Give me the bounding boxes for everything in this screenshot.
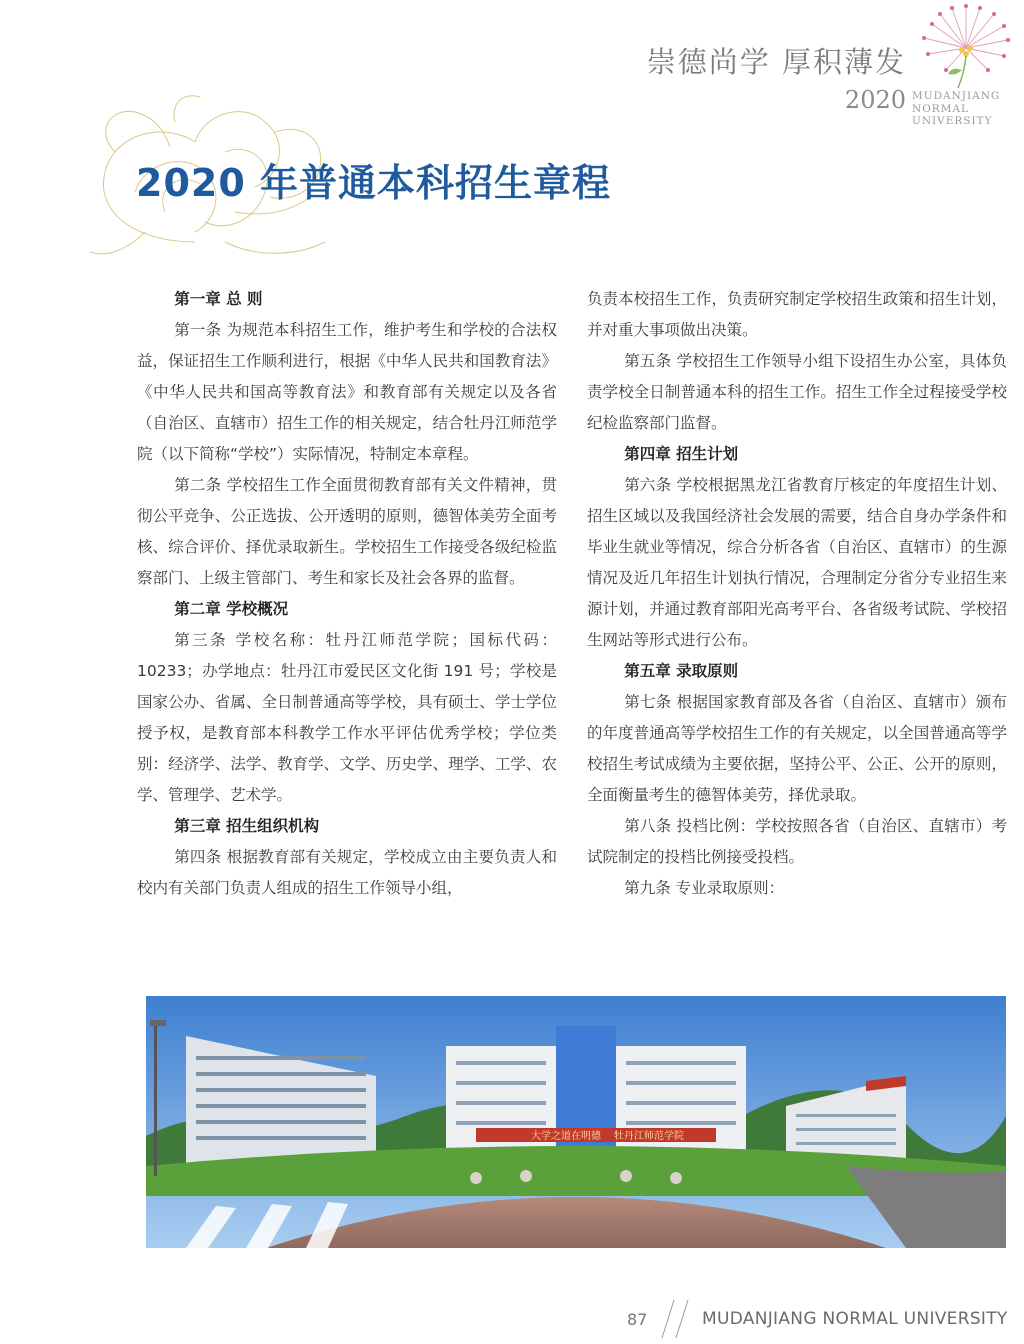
article-paragraph: 第五条 学校招生工作领导小组下设招生办公室，具体负责学校全日制普通本科的招生工作。招生工作全过程接受学校纪检监察部门监督。 (587, 352, 1007, 432)
uni-en-line: UNIVERSITY (912, 115, 993, 127)
article-paragraph: 第二条 学校招生工作全面贯彻教育部有关文件精神，贯彻公平竞争、公正选拔、公开透明的原则，德智体美劳全面考核、综合评价、择优录取新生。学校招生工作接受各级纪检监察部门、上级主管部门、考生和家长及社会各界的监督。 (137, 476, 557, 587)
school-motto: 崇德尚学 厚积薄发 (646, 45, 906, 79)
footer-slash-divider (660, 1298, 694, 1340)
left-text-column (137, 284, 557, 904)
article-paragraph: 第七条 根据国家教育部及各省（自治区、直辖市）颁布的年度普通高等学校招生工作的有关规定，以全国普通高等学校招生考试成绩为主要依据，坚持公平、公正、公开的原则，全面衡量考生的德智体美劳，择优录取。 (587, 693, 1007, 804)
article-paragraph: 第六条 学校根据黑龙江省教育厅核定的年度招生计划、招生区域以及我国经济社会发展的需要，结合自身办学条件和毕业生就业等情况，综合分析各省（自治区、直辖市）的生源情况及近几年招生计划执行情况，合理制定分省分专业招生来源计划，并通过教育部阳光高考平台、各省级考试院、学校招生网站等形式进行公布。 (587, 476, 1007, 649)
right-text-column (587, 284, 1007, 904)
article-paragraph: 第四条 根据教育部有关规定，学校成立由主要负责人和校内有关部门负责人组成的招生工作领导小组， (137, 848, 557, 897)
footer-university-name: MUDANJIANG NORMAL UNIVERSITY (702, 1309, 1008, 1329)
university-english-name (912, 90, 1000, 128)
article-paragraph: 第九条 专业录取原则： (624, 879, 785, 897)
campus-photo-illustration (146, 996, 1006, 1248)
article-paragraph: 第八条 投档比例：学校按照各省（自治区、直辖市）考试院制定的投档比例接受投档。 (587, 817, 1007, 866)
uni-en-line: NORMAL (912, 102, 970, 115)
uni-en-line: MUDANJIANG (912, 90, 1001, 102)
article-paragraph-continued: 负责本校招生工作，负责研究制定学校招生政策和招生计划，并对重大事项做出决策。 (587, 290, 1007, 339)
chapter-heading: 第一章 总 则 (174, 290, 263, 308)
header-year: 2020 (844, 86, 906, 114)
page-title: 2020 年普通本科招生章程 (136, 161, 611, 205)
photo-banner: 大学之道在明德 (531, 1131, 601, 1142)
chapter-heading: 第五章 录取原则 (624, 662, 739, 680)
flower-logo-icon (918, 4, 1014, 90)
chapter-heading: 第二章 学校概况 (174, 600, 289, 618)
chapter-heading: 第四章 招生计划 (624, 445, 739, 463)
page-number: 87 (627, 1310, 648, 1329)
article-paragraph: 第一条 为规范本科招生工作，维护考生和学校的合法权益，保证招生工作顺利进行，根据《中华人民共和国教育法》《中华人民共和国高等教育法》和教育部有关规定以及各省（自治区、直辖市）招生工作的相关规定，结合牡丹江师范学院（以下简称“学校”）实际情况，特制定本章程。 (137, 321, 557, 463)
photo-banner: 牡丹江师范学院 (614, 1131, 684, 1142)
article-paragraph: 第三条 学校名称：牡丹江师范学院；国标代码：10233；办学地点：牡丹江市爱民区文化街 191 号；学校是国家公办、省属、全日制普通高等学校，具有硕士、学士学位授予权，是教育部本科教学工作水平评估优秀学校；学位类别：经济学、法学、教育学、文学、历史学、理学、工学、农学、管理学、艺术学。 (137, 631, 557, 804)
campus-panorama-photo (146, 996, 1006, 1248)
chapter-heading: 第三章 招生组织机构 (174, 817, 320, 835)
